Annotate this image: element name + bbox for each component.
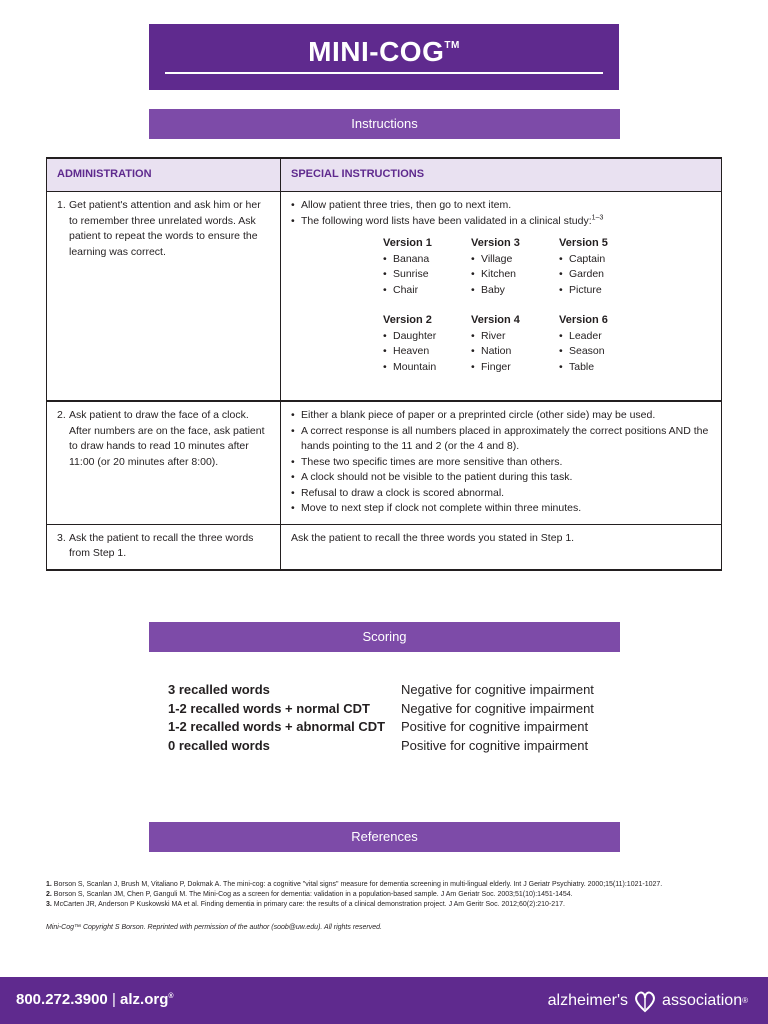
step-2-cell — [47, 401, 281, 524]
footer-separator: | — [111, 991, 116, 1008]
list-item: • The following word lists have been validated in a clinical study:$^{1-3}$ — [291, 214, 604, 227]
alzheimers-association-logo: alzheimer's association ® — [548, 989, 748, 1013]
word-item: Chair — [393, 283, 419, 296]
version-1-list: Version 1 • Banana • Sunrise • Chair — [383, 236, 471, 298]
score-label: 3 recalled words — [168, 682, 270, 697]
word-item: Table — [569, 360, 595, 373]
version-title: Version 1 — [383, 237, 432, 249]
word-item: Garden — [569, 268, 605, 280]
step-3-special-cell: Ask the patient to recall the three words you stated in Step 1. — [281, 524, 722, 570]
list-item — [168, 681, 594, 700]
score-result: Negative for cognitive impairment — [401, 682, 594, 697]
list-item: • Allow patient three tries, then go to next item. — [291, 198, 711, 214]
score-label: 0 recalled words — [168, 737, 270, 753]
instructions-section-bar: Instructions — [149, 109, 620, 139]
list-item — [46, 890, 726, 900]
reference-number: 2. — [46, 891, 52, 898]
word-item: Leader — [569, 329, 602, 342]
list-item — [168, 718, 594, 737]
bullet-text: The following word lists have been validated in a clinical study: — [301, 214, 592, 227]
list-item: • A clock should not be visible to the patient during this task. — [291, 470, 711, 486]
step-2-bullets — [291, 408, 711, 517]
word-item: Mountain — [393, 360, 437, 373]
word-item: Nation — [481, 345, 512, 357]
word-item: Daughter — [393, 329, 437, 342]
step-3-cell — [47, 524, 281, 570]
table-row — [47, 192, 722, 402]
bullet-text: Refusal to draw a clock is scored abnormal. — [301, 486, 505, 499]
version-title: Version 3 — [471, 237, 520, 249]
logo-mark-icon — [632, 989, 658, 1013]
word-item: Picture — [569, 283, 602, 296]
step-2-special-cell — [281, 401, 722, 524]
word-list-versions — [383, 236, 711, 375]
bullet-text: Either a blank piece of paper or a preprinted circle (other side) may be used. — [301, 409, 656, 421]
administration-table — [46, 157, 722, 571]
table-row — [47, 524, 722, 570]
version-2-list: Version 2 • Daughter • Heaven • Mountain — [383, 313, 471, 375]
list-item — [46, 900, 726, 910]
step-1-bullets — [291, 198, 711, 229]
step-3-text: Ask the patient to recall the three words from Step 1. — [69, 531, 254, 559]
scoring-section-bar: Scoring — [149, 622, 620, 652]
step-1-cell — [47, 192, 281, 402]
list-item: • Refusal to draw a clock is scored abnormal. — [291, 486, 711, 502]
phone-number[interactable]: 800.272.3900 — [16, 991, 108, 1008]
bullet-text: A correct response is all numbers placed in approximately the correct positions AND the hands pointing to the 11 and 2 (or the 4 and 8). — [301, 424, 709, 452]
step-1-special-cell — [281, 192, 722, 402]
references-section-bar: References — [149, 822, 620, 852]
step-1-text: Get patient's attention and ask him or her to remember three unrelated words. Ask patient to repeat the words to ensure the learning was correct. — [69, 199, 261, 258]
version-5-list: Version 5 • Captain • Garden • Picture — [559, 236, 647, 298]
bullet-text: Move to next step if clock not complete within three minutes. — [301, 502, 582, 514]
copyright-note: Mini-Cog™ Copyright S Borson. Reprinted with permission of the author (soob@uw.edu). All rights reserved. — [46, 924, 382, 931]
list-item: • These two specific times are more sensitive than others. — [291, 455, 711, 471]
logo-text-left: alzheimer's — [547, 992, 629, 1009]
version-title: Version 6 — [559, 314, 608, 326]
step-number: 3. — [57, 531, 66, 544]
step-number: 1. — [57, 199, 66, 211]
references-list — [46, 880, 726, 910]
administration-header: ADMINISTRATION — [47, 158, 281, 192]
word-item: Village — [481, 252, 513, 265]
title-underline — [165, 72, 603, 74]
list-item — [168, 700, 594, 719]
version-4-list: Version 4 • River • Nation • Finger — [471, 313, 559, 375]
website-link[interactable]: alz.org — [120, 991, 169, 1008]
list-item: • A correct response is all numbers placed in approximately the correct positions AND the hands pointing to the 11 and 2 (or the 4 and 8). — [291, 424, 711, 455]
list-item — [168, 737, 594, 756]
list-item: • Either a blank piece of paper or a preprinted circle (other side) may be used. — [291, 408, 711, 424]
word-item: Heaven — [393, 345, 430, 357]
score-result: Negative for cognitive impairment — [401, 700, 594, 716]
table-row — [47, 401, 722, 524]
bullet-text: Allow patient three tries, then go to next item. — [301, 199, 512, 211]
reference-text: Borson S, Scanlan JM, Chen P, Ganguli M. The Mini-Cog as a screen for dementia: validation in a population-based sample. J Am Geriatr Soc. 2003;51(10):1451-1454. — [53, 891, 573, 898]
score-label: 1-2 recalled words + abnormal CDT — [168, 719, 386, 734]
version-6-list: Version 6 • Leader • Season • Table — [559, 313, 647, 375]
step-number: 2. — [57, 409, 66, 421]
trademark-mark: TM — [444, 40, 460, 51]
word-item: Baby — [481, 283, 505, 296]
list-item: • Move to next step if clock not complete within three minutes. — [291, 501, 711, 517]
version-title: Version 2 — [383, 314, 432, 326]
logo-text-right: association — [662, 992, 743, 1009]
registered-mark: ® — [168, 993, 174, 1000]
bullet-text: A clock should not be visible to the patient during this task. — [301, 471, 573, 483]
footer-contact — [16, 991, 174, 1008]
word-item: Banana — [393, 252, 430, 265]
scoring-list — [168, 681, 594, 755]
step-2-text: Ask patient to draw the face of a clock. After numbers are on the face, ask patient to draw hands to read 10 minutes after 11:00 (or 20 minutes after 8:00). — [69, 409, 265, 468]
score-label: 1-2 recalled words + normal CDT — [168, 700, 370, 716]
version-3-list: Version 3 • Village • Kitchen • Baby — [471, 236, 559, 298]
footer — [0, 977, 768, 1024]
word-item: Sunrise — [393, 268, 429, 280]
special-instructions-header: SPECIAL INSTRUCTIONS — [281, 158, 722, 192]
word-item: Finger — [481, 360, 511, 373]
word-item: River — [481, 329, 506, 342]
citation-superscript: 1–3 — [591, 214, 604, 221]
word-item: Season — [569, 345, 605, 357]
reference-number: 3. — [46, 901, 52, 908]
page-title — [149, 24, 619, 68]
bullet-text: These two specific times are more sensitive than others. — [301, 455, 563, 468]
version-title: Version 4 — [471, 314, 520, 326]
word-item: Captain — [569, 252, 606, 265]
version-title: Version 5 — [559, 237, 608, 249]
score-result: Positive for cognitive impairment — [401, 719, 589, 734]
table-header-row — [47, 158, 722, 192]
title-text: MINI-COG — [308, 36, 445, 67]
reference-text: McCarten JR, Anderson P Kuskowski MA et al. Finding dementia in primary care: the results of a clinical demonstration project. J Am Geritr Soc. 2012;60(2):210-217. — [53, 901, 565, 908]
list-item — [46, 880, 726, 890]
score-result: Positive for cognitive impairment — [401, 737, 589, 753]
reference-number: 1. — [46, 881, 52, 888]
title-banner — [149, 24, 619, 90]
word-item: Kitchen — [481, 268, 517, 280]
reference-text: Borson S, Scanlan J, Brush M, Vitaliano P, Dokmak A. The mini-cog: a cognitive "vital signs" measure for dementia screening in multi-lingual elderly. Int J Geriatr Psychiatry. 2000;15(11):1021-1027. — [53, 881, 663, 888]
